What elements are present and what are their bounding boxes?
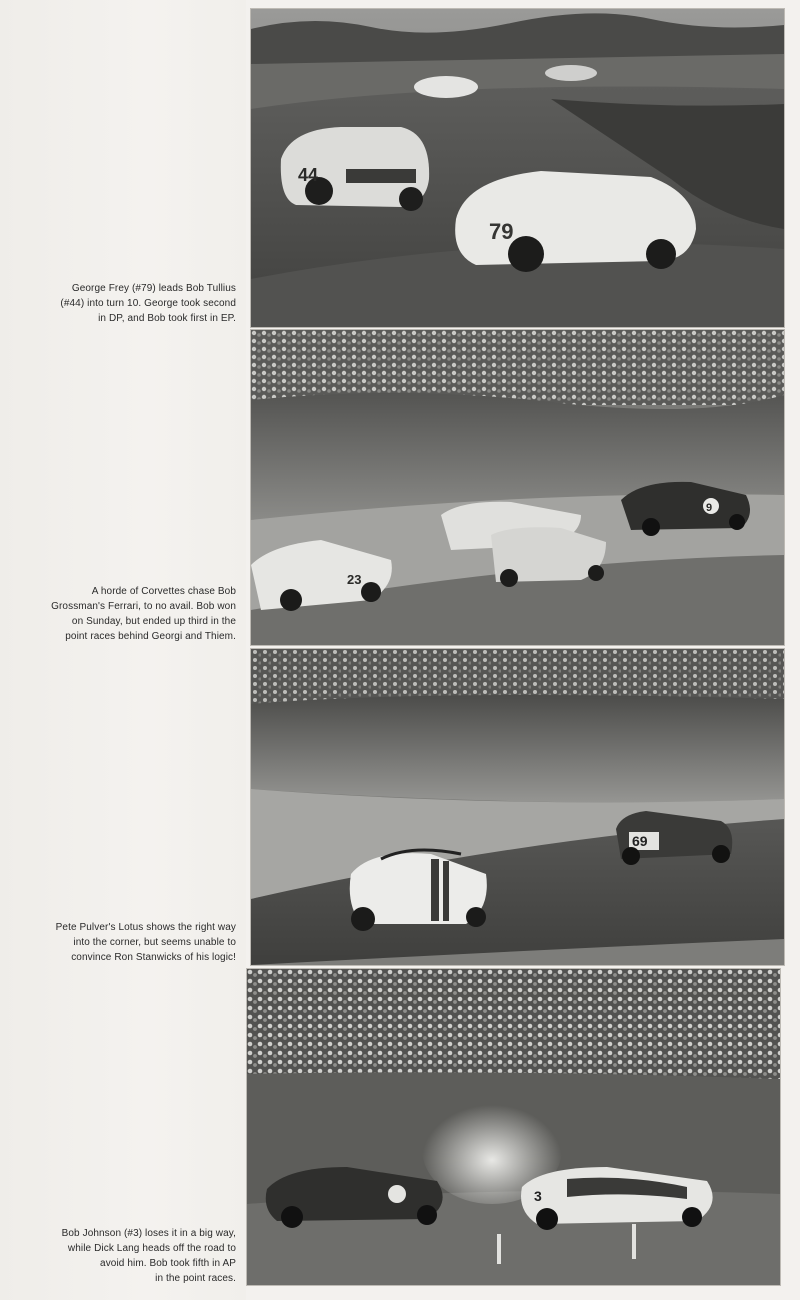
race-photo-3: [250, 648, 785, 966]
photo-caption-1: [14, 281, 236, 326]
caption-line: point races behind Georgi and Thiem.: [65, 631, 236, 642]
caption-line: while Dick Lang heads off the road to: [67, 1243, 236, 1254]
caption-line: Grossman's Ferrari, to no avail. Bob won: [51, 601, 236, 612]
race-photo-1: [250, 8, 785, 328]
car-number: 9: [706, 502, 713, 514]
race-car-79: [455, 171, 696, 272]
left-margin: [0, 0, 246, 1300]
car-number: 23: [347, 572, 362, 587]
car-number: 44: [298, 165, 319, 185]
caption-line: convince Ron Stanwicks of his logic!: [71, 952, 236, 963]
caption-line: George Frey (#79) leads Bob Tullius: [71, 283, 236, 294]
caption-line: Pete Pulver's Lotus shows the right way: [55, 922, 236, 933]
caption-line: A horde of Corvettes chase Bob: [91, 586, 236, 597]
caption-line: in DP, and Bob took first in EP.: [98, 313, 236, 324]
race-photo-4: [246, 968, 781, 1286]
caption-line: Bob Johnson (#3) loses it in a big way,: [61, 1228, 236, 1239]
race-photo-2: [250, 329, 785, 646]
race-car-44: [281, 127, 429, 211]
photo-caption-4: [14, 1226, 236, 1286]
caption-line: in the point races.: [155, 1273, 236, 1284]
caption-line: (#44) into turn 10. George took second: [60, 298, 236, 309]
photo-caption-2: [14, 584, 236, 644]
car-number: 79: [489, 219, 514, 244]
car-number: 69: [632, 833, 648, 849]
caption-line: on Sunday, but ended up third in the: [71, 616, 236, 627]
caption-line: into the corner, but seems unable to: [73, 937, 236, 948]
caption-line: avoid him. Bob took fifth in AP: [100, 1258, 236, 1269]
photo-caption-3: [14, 920, 236, 965]
car-number: 3: [534, 1188, 542, 1204]
